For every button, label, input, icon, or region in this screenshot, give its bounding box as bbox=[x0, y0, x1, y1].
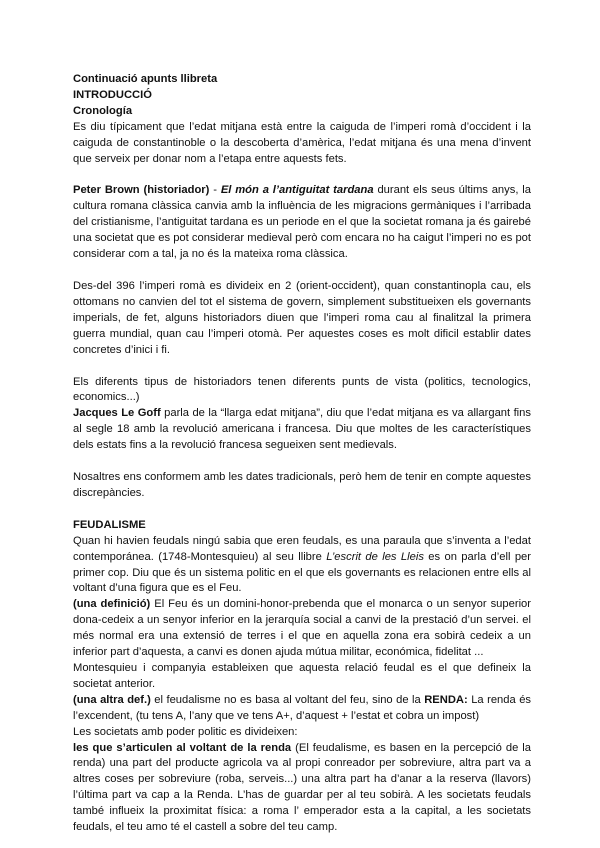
section-title-introduccio: INTRODUCCIÓ bbox=[73, 88, 152, 101]
text-run: el feudalisme no es basa al voltant del feu, sino de la bbox=[150, 693, 425, 706]
paragraph-dates-tradicionals: Nosaltres ens conformem amb les dates tradicionals, però hem de tenir en compte aquestes discrepàncies. bbox=[73, 471, 531, 499]
spacer bbox=[73, 167, 531, 183]
paragraph-definicio-2 bbox=[73, 693, 531, 725]
notes-heading: Continuació apunts llibreta bbox=[73, 73, 218, 85]
paragraph-definicio-1 bbox=[73, 597, 531, 661]
separator: - bbox=[209, 184, 221, 197]
subsection-title-cronologia: Cronología bbox=[73, 104, 133, 117]
paragraph-intro: Es diu típicament que l’edat mitjana està entre la caiguda de l’imperi romà d’occident i la caiguda de constantinoble o la descoberta d’amèrica, l’edat mitjana és una mena d’invent que serveix per donar nom a l’etapa entre aquests fets. bbox=[73, 120, 531, 165]
label-voltant-renda: les que s’articulen al voltant de la renda bbox=[73, 741, 292, 754]
text-run: es on parla d’ell per primer cop. Diu que és un sistema politic en el que els governants es relacionen entre ells al voltant d’una figura que es el Feu. bbox=[73, 550, 531, 595]
paragraph-peter-brown bbox=[73, 183, 531, 263]
paragraph-societats: Les societats amb poder politic es divideixen: bbox=[73, 725, 298, 738]
text-run: Quan hi havien feudals ningú sabia que eren feudals, es una paraula que s’inventa a l’edat contemporánea. (1748-Montesquieu) al seu llibre bbox=[73, 534, 531, 563]
paragraph-feudalisme-origen bbox=[73, 534, 531, 598]
keyword-renda: RENDA: bbox=[424, 693, 468, 706]
paragraph-montesquieu: Montesquieu i companyia estableixen que aquesta relació feudal es el que defineix la societat anterior. bbox=[73, 662, 531, 690]
book-title-antiguitat-tardana: El món a l’antiguitat tardana bbox=[220, 184, 374, 197]
definition-label-2: (una altra def.) bbox=[73, 693, 151, 706]
spacer bbox=[73, 359, 531, 375]
text-run: La renda és l’excendent, (tu tens A, l’any que ve tens A+, d’aquest + l’estat et cobra un impost) bbox=[73, 693, 532, 722]
paragraph-renda bbox=[73, 741, 531, 836]
definition-label-1: (una definició) bbox=[73, 598, 151, 611]
paragraph-peter-brown-text: durant els seus últims anys, la cultura romana clàssica canvia amb la influència de les migracions germàniques i l’arribada del cristianisme, l’antiguitat tardana es un periode en el que la societat romana ja és gairebé una societat que es pot considerar medieval però com encara no ha caigut l’imperi no es pot considerar com a tal, ja no és la mateixa roma clàssica. bbox=[73, 184, 532, 261]
paragraph-le-goff-text: parla de la “llarga edat mitjana”, diu que l’edat mitjana es va allargant fins al segle 18 amb la revolució americana i francesa. Diu que moltes de les característiques dels estats fins a la revolució francesa segueixen sent medievals. bbox=[73, 407, 531, 452]
section-title-feudalisme: FEUDALISME bbox=[73, 518, 146, 531]
spacer bbox=[73, 263, 531, 279]
text-run: El Feu és un domini-honor-prebenda que el monarca o un senyor superior dona-cedeix a un senyor inferior en la jerarquía social a canvi de la prestació d’un servei. el més normal era una extensió de terres i el que en aquella zona era sobirà cedeix a un inferior part d’aquesta, a canvi es donen ajuda mútua militar, económica, fidelitat ... bbox=[73, 598, 531, 659]
spacer bbox=[73, 502, 531, 518]
book-title-escrit-lleis: L’escrit de les Lleis bbox=[326, 550, 424, 563]
paragraph-divisio-imperi: Des-del 396 l’imperi romà es divideix en 2 (orient-occident), quan constantinopla cau, els ottomans no canvien del tot el sistema de govern, simplement substitueixen els governants imperials, de fet, alguns historiadors diuen que l’imperi roma cau al finalitzal la primera guerra mundial, quan cau l’imperi otomà. Per aquestes coses es molt dificil establir dates concretes d’inici i fi. bbox=[73, 279, 531, 356]
author-le-goff: Jacques Le Goff bbox=[73, 407, 161, 420]
spacer bbox=[73, 454, 531, 470]
text-run: (El feudalisme, es basen en la percepció de la renda) una part del producte agricola va al propi conreador per sobreviure, altra part va a altres coses per sobreviure (roba, serveis...) una altra part ha d’anar a la reserva (llavors) l’última part va cap a la Renda. L’has de guardar per al teu sobirà. A les societats feudals també influeix la proximitat física: a roma l’ emperador esta a la capital, a les societats feudals, el teu amo té el castell a sobre del teu camp. bbox=[73, 741, 532, 834]
paragraph-le-goff bbox=[73, 406, 531, 454]
paragraph-historiadors: Els diferents tipus de historiadors tenen diferents punts de vista (politics, tecnologics, economics...) bbox=[73, 375, 531, 404]
author-peter-brown: Peter Brown (historiador) bbox=[73, 184, 210, 197]
document-page bbox=[73, 72, 531, 836]
